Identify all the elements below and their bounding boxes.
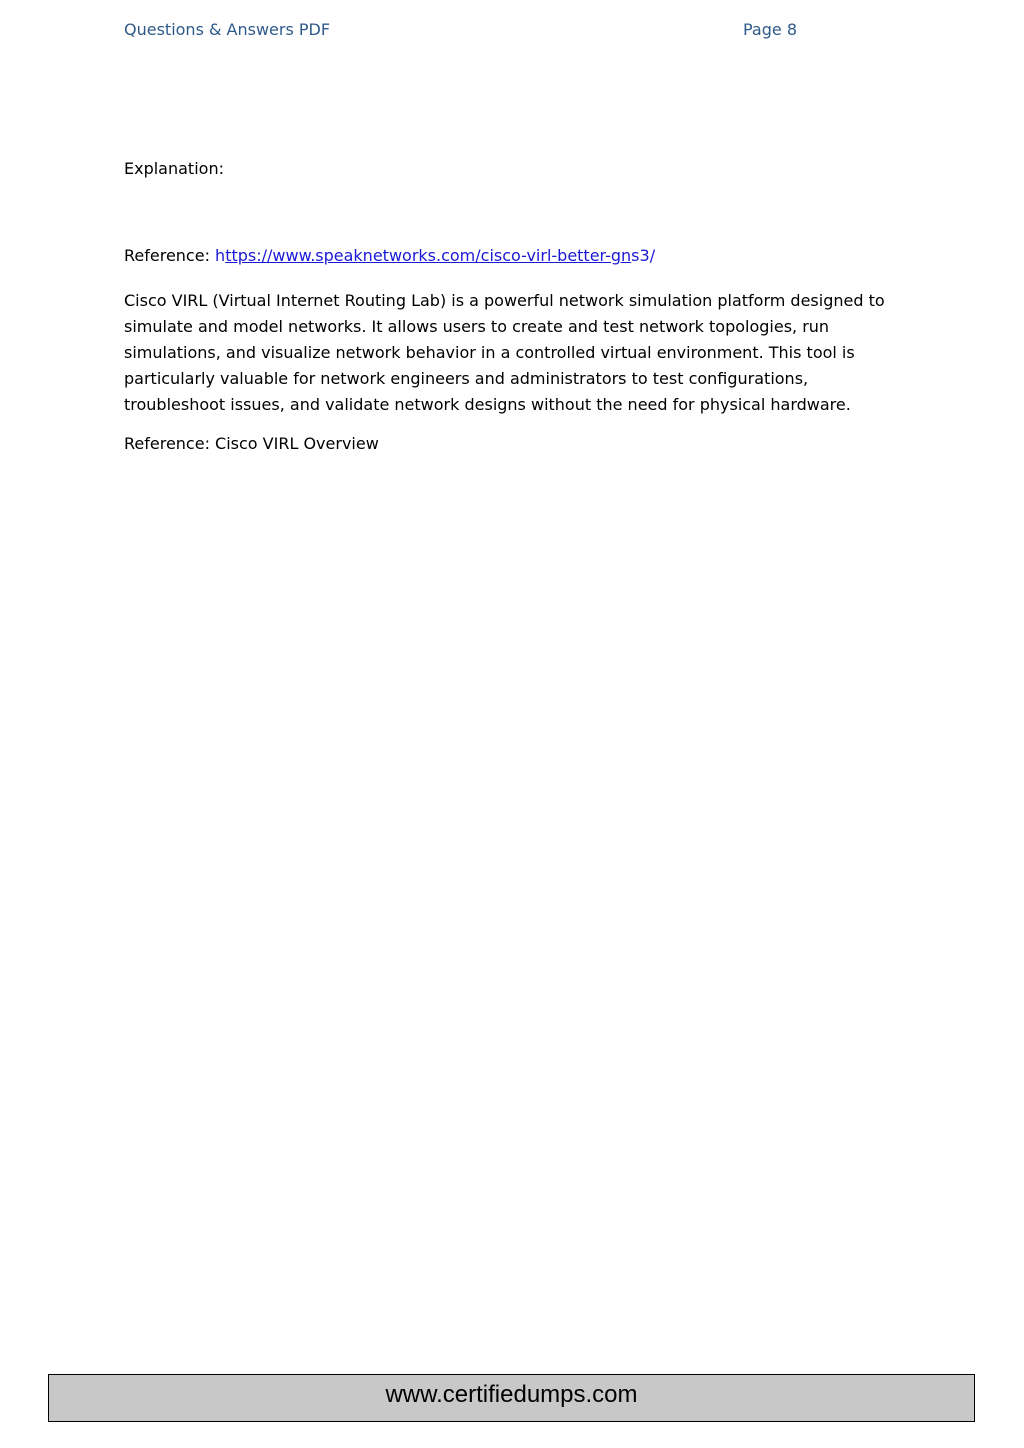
page-number: Page 8 <box>743 20 797 39</box>
reference-link-suffix: s3/ <box>631 246 656 265</box>
footer-banner <box>48 1374 975 1422</box>
explanation-paragraph: Cisco VIRL (Virtual Internet Routing Lab) is a powerful network simulation platform designed to simulate and model networks. It allows users to create and test network topologies, run simulations, and visualize network behavior in a controlled virtual environment. This tool is particularly valuable for network engineers and administrators to test configurations, troubleshoot issues, and validate network designs without the need for physical hardware. <box>124 291 885 414</box>
reference-label: Reference: <box>124 246 216 265</box>
document-header-title: Questions & Answers PDF <box>124 20 331 39</box>
reference-link-prefix: h <box>215 246 226 265</box>
explanation-label: Explanation: <box>124 159 224 178</box>
reference-link[interactable] <box>215 246 655 265</box>
footer-website: www.certifiedumps.com <box>385 1381 638 1408</box>
reference-overview: Reference: Cisco VIRL Overview <box>124 434 379 453</box>
reference-link-url: ttps://www.speaknetworks.com/cisco-virl-better-gn <box>225 246 632 265</box>
reference-line <box>124 246 655 265</box>
